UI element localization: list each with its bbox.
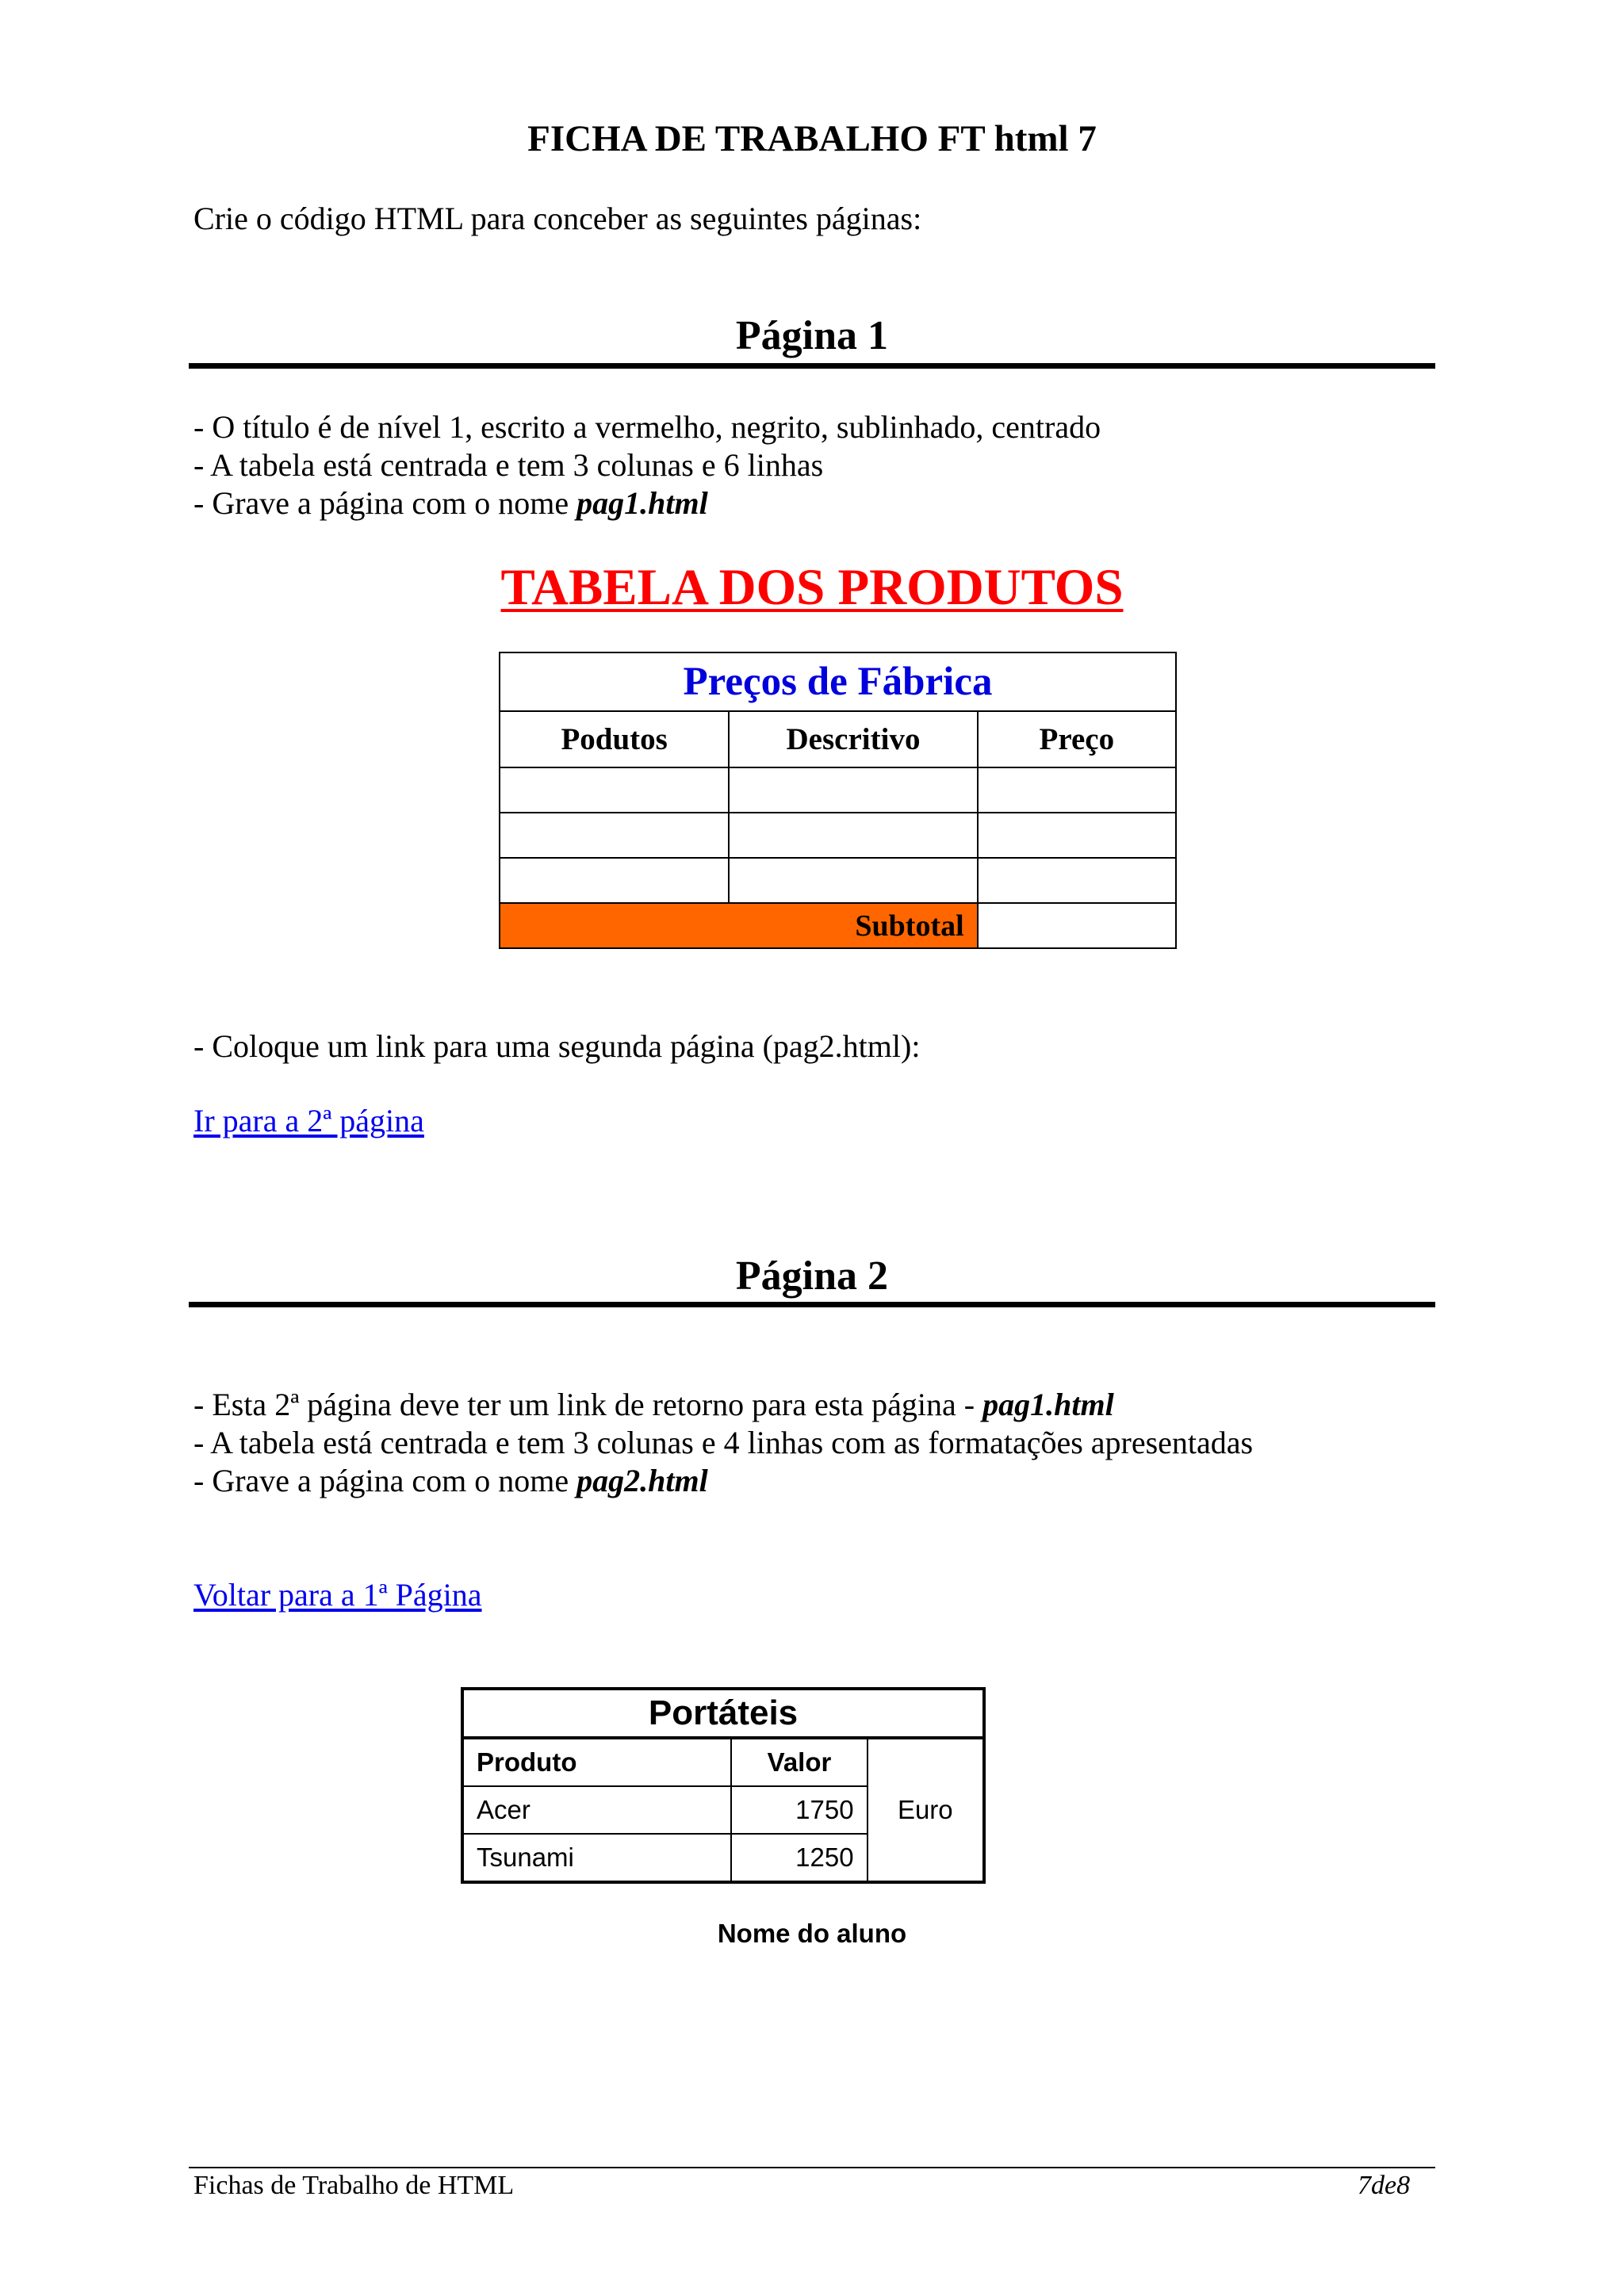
page1-heading: Página 1 bbox=[735, 313, 889, 358]
save-filename: pag2.html bbox=[576, 1463, 708, 1498]
column-header: Preço bbox=[978, 711, 1176, 767]
column-header: Podutos bbox=[500, 711, 729, 767]
page1-instructions bbox=[193, 408, 1101, 522]
page2-divider bbox=[189, 1302, 1435, 1307]
table-row bbox=[500, 858, 1176, 903]
save-filename: pag1.html bbox=[576, 485, 708, 521]
table-row bbox=[500, 767, 1176, 813]
table-row bbox=[500, 813, 1176, 858]
link-instruction: - Coloque um link para uma segunda página (pag2.html): bbox=[193, 1028, 921, 1064]
intro-text: Crie o código HTML para conceber as seguintes páginas: bbox=[193, 201, 922, 236]
column-header: Valor bbox=[731, 1738, 867, 1786]
page1-instruction-1: - O título é de nível 1, escrito a vermelho, negrito, sublinhado, centrado bbox=[193, 409, 1101, 445]
subtotal-value bbox=[978, 903, 1176, 948]
student-name-label: Nome do aluno bbox=[717, 1919, 907, 1948]
document-title: FICHA DE TRABALHO FT html 7 bbox=[527, 118, 1097, 159]
return-filename: pag1.html bbox=[982, 1387, 1114, 1422]
save-prefix: - Grave a página com o nome bbox=[193, 485, 577, 521]
value-cell: 1250 bbox=[731, 1834, 867, 1882]
column-header: Descritivo bbox=[729, 711, 977, 767]
product-cell: Tsunami bbox=[462, 1834, 731, 1882]
currency-cell: Euro bbox=[868, 1738, 984, 1882]
footer-divider bbox=[189, 2167, 1435, 2168]
save-prefix: - Grave a página com o nome bbox=[193, 1463, 577, 1498]
table-caption: Portáteis bbox=[462, 1689, 984, 1738]
page2-instruction-3 bbox=[193, 1462, 1253, 1500]
footer-title: Fichas de Trabalho de HTML bbox=[193, 2171, 515, 2200]
table-caption: Preços de Fábrica bbox=[500, 652, 1176, 711]
page2-instruction-1 bbox=[193, 1386, 1253, 1424]
page2-instruction-2: - A tabela está centrada e tem 3 colunas e 4 linhas com as formatações apresentadas bbox=[193, 1425, 1254, 1460]
factory-prices-table bbox=[499, 652, 1177, 949]
page2-instructions bbox=[193, 1386, 1253, 1500]
page1-instruction-3 bbox=[193, 484, 1101, 522]
value-cell: 1750 bbox=[731, 1786, 867, 1834]
page2-heading: Página 2 bbox=[735, 1253, 889, 1299]
column-header: Produto bbox=[462, 1738, 731, 1786]
instruction-prefix: - Esta 2ª página deve ter um link de retorno para esta página - bbox=[193, 1387, 983, 1422]
page1-divider bbox=[189, 363, 1435, 369]
subtotal-label: Subtotal bbox=[500, 903, 978, 948]
back-page-link[interactable]: Voltar para a 1ª Página bbox=[193, 1577, 482, 1613]
page1-instruction-2: - A tabela está centrada e tem 3 colunas e 6 linhas bbox=[193, 447, 824, 483]
product-cell: Acer bbox=[462, 1786, 731, 1834]
next-page-link[interactable]: Ir para a 2ª página bbox=[193, 1103, 424, 1138]
footer-page-number: 7de8 bbox=[1358, 2171, 1411, 2200]
products-table-title: TABELA DOS PRODUTOS bbox=[500, 559, 1124, 616]
laptops-table bbox=[461, 1687, 986, 1884]
